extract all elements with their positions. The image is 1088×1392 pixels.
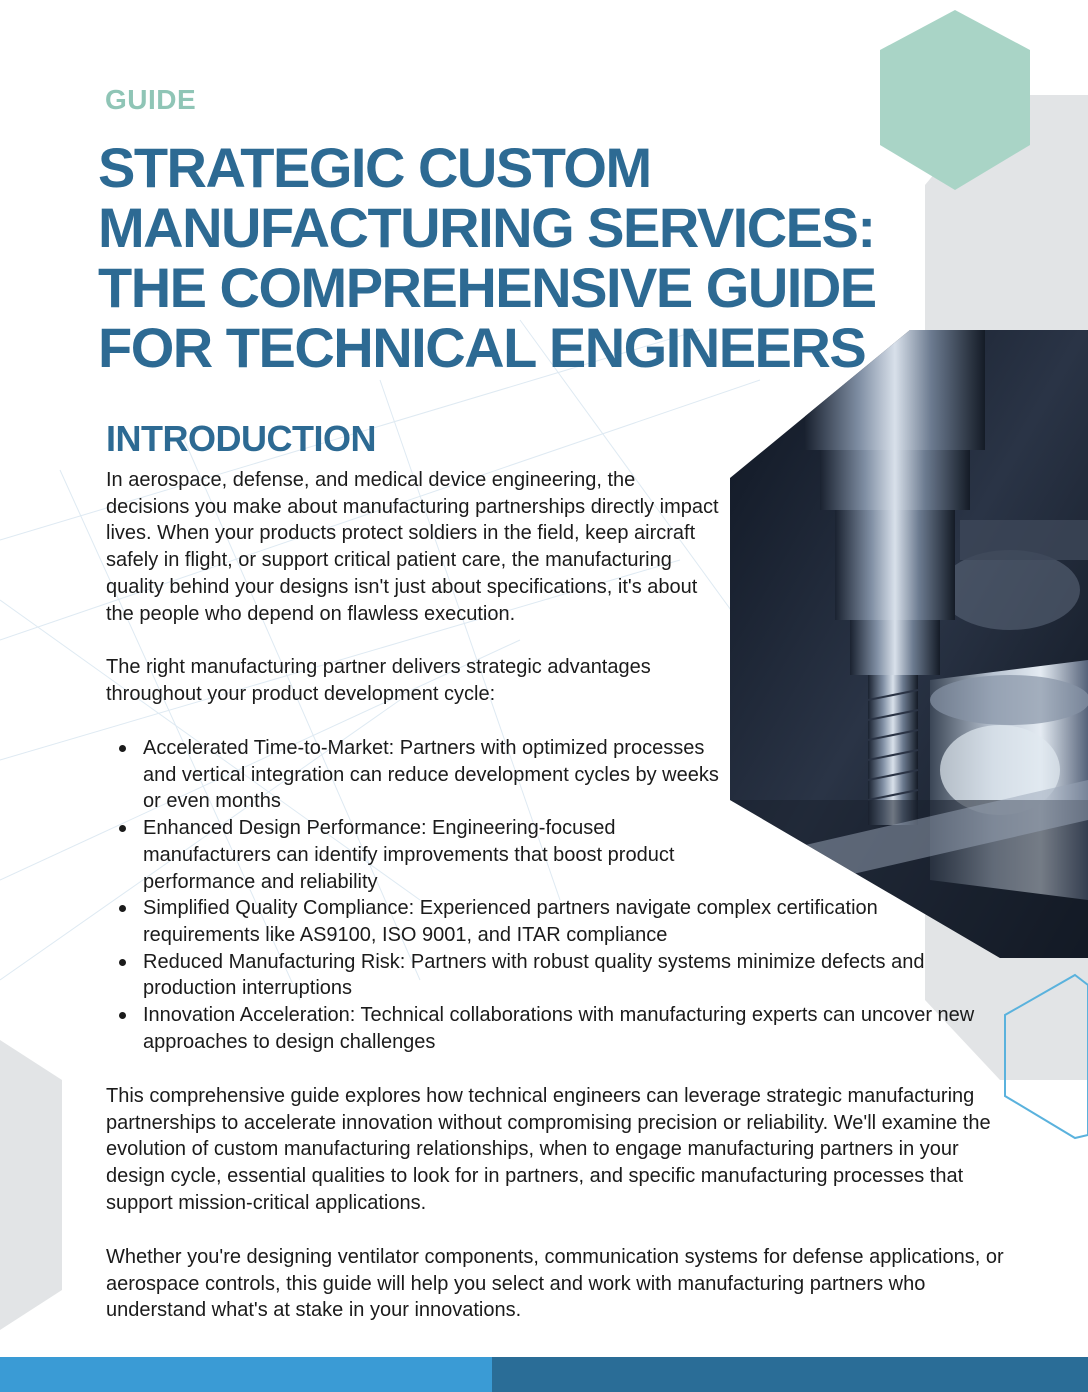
list-item-text: Simplified Quality Compliance: Experienced partners navigate complex certification requirements like AS9100, ISO 9001, and ITAR compliance [143,897,878,946]
intro-paragraph-1: In aerospace, defense, and medical device engineering, the decisions you make about manufacturing partnerships directly impact lives. When your products protect soldiers in the field, keep aircraft safely in flight, or support critical patient care, the manufacturing quality behind your designs isn't just about specifications, it's about the people who depend on flawless execution. [106,469,719,625]
title-line-4: FOR TECHNICAL ENGINEERS [98,316,866,379]
title-line-1: STRATEGIC CUSTOM [98,136,651,199]
list-item [106,895,903,948]
footer-bar-dark [492,1357,1088,1392]
bullet-icon [119,745,126,752]
bullet-icon [119,959,126,966]
introduction-heading: INTRODUCTION [106,418,376,459]
page-title [98,138,928,378]
bullet-icon [119,905,126,912]
intro-paragraph-4: Whether you're designing ventilator components, communication systems for defense applications, or aerospace controls, this guide will help you select and work with manufacturing partners who understand what's at stake in your innovations. [106,1246,1004,1322]
title-line-3: THE COMPREHENSIVE GUIDE [98,256,876,319]
list-item [106,735,733,815]
intro-paragraph-2: The right manufacturing partner delivers strategic advantages throughout your product development cycle: [106,656,651,705]
intro-paragraph-3: This comprehensive guide explores how technical engineers can leverage strategic manufacturing partnerships to accelerate innovation without compromising precision or reliability. We'll examine the evolution of custom manufacturing relationships, when to engage manufacturing partners in your design cycle, essential qualities to look for in partners, and specific manufacturing processes that support mission-critical applications. [106,1085,991,1214]
bullet-icon [119,825,126,832]
list-item-text: Innovation Acceleration: Technical collaborations with manufacturing experts can uncover new approaches to design challenges [143,1004,975,1053]
list-item-text: Enhanced Design Performance: Engineering-focused manufacturers can identify improvements that boost product performance and reliability [143,817,675,893]
guide-eyebrow: GUIDE [105,84,197,115]
advantages-list [106,735,996,1055]
footer-bar-light [0,1357,500,1392]
title-line-2: MANUFACTURING SERVICES: [98,196,875,259]
list-item-text: Accelerated Time-to-Market: Partners with optimized processes and vertical integration can reduce development cycles by weeks or even months [143,737,719,813]
gray-hexagon-left [0,1040,62,1330]
list-item-text: Reduced Manufacturing Risk: Partners with robust quality systems minimize defects and production interruptions [143,950,925,1000]
bullet-icon [119,1012,126,1019]
list-item [106,949,968,1002]
list-item [106,1002,1033,1055]
list-item [106,815,703,895]
